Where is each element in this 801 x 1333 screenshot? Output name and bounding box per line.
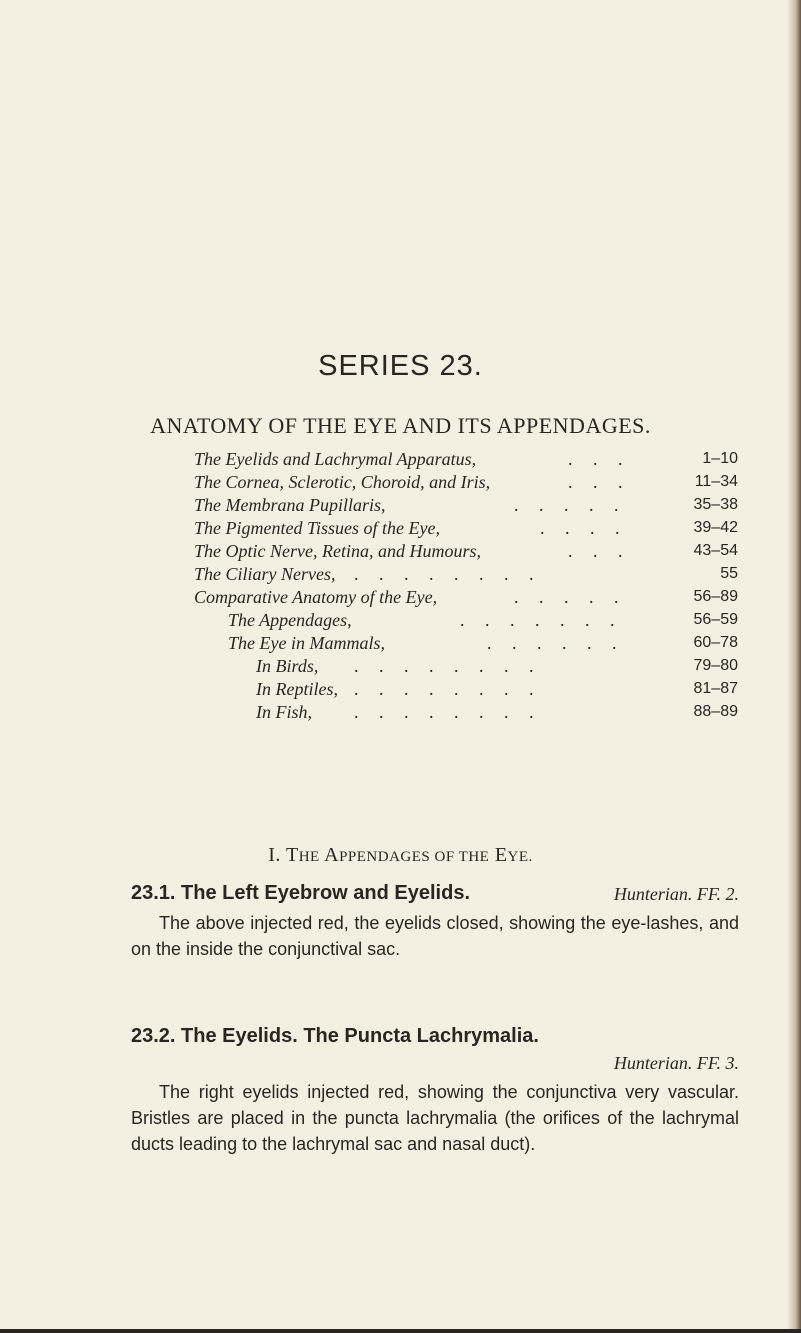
- entry-title: The Eyelids. The Puncta Lachrymalia.: [181, 1025, 539, 1047]
- toc-pages: 35–38: [693, 496, 738, 513]
- entry-source: Hunterian. FF. 3.: [613, 1053, 739, 1073]
- part-heading-letter: A: [324, 844, 340, 866]
- toc-label: In Fish,: [256, 702, 312, 722]
- entry-number: 23.2.: [131, 1025, 176, 1047]
- entry-title: The Left Eyebrow and Eyelids.: [181, 882, 471, 904]
- part-heading-letter: T: [286, 844, 299, 866]
- part-heading-letter: E: [494, 844, 508, 866]
- entry-description: The above injected red, the eyelids closed, showing the eye-lashes, and on the inside the conjunctival sac.: [131, 913, 739, 959]
- toc-dots: . . . . . . . .: [354, 679, 542, 699]
- toc-dots: . . .: [568, 472, 631, 492]
- toc-dots: . . . .: [540, 518, 628, 538]
- part-heading-smallcaps: HE: [298, 849, 320, 865]
- page-edge-shadow: [787, 0, 801, 1333]
- series-title: SERIES 23.: [318, 350, 483, 382]
- toc-label: The Optic Nerve, Retina, and Humours,: [194, 541, 481, 561]
- toc-label: In Reptiles,: [256, 679, 338, 699]
- toc-dots: . . . . .: [514, 495, 627, 515]
- toc-label: The Membrana Pupillaris,: [194, 495, 386, 515]
- toc-dots: . . . . . .: [487, 633, 625, 653]
- toc-label: The Eye in Mammals,: [228, 633, 385, 653]
- section-title: ANATOMY OF THE EYE AND ITS APPENDAGES.: [150, 413, 651, 438]
- entry-heading: [131, 1025, 539, 1048]
- toc-pages: 39–42: [693, 519, 738, 536]
- entry-heading: [131, 882, 470, 905]
- toc-label: The Cornea, Sclerotic, Choroid, and Iris,: [194, 472, 491, 492]
- toc-dots: . . . . . . . .: [354, 564, 542, 584]
- toc-dots: . . . . .: [514, 587, 627, 607]
- entry-description: The right eyelids injected red, showing the conjunctiva very vascular. Bristles are placed in the puncta lachrymalia (the orifices of the lachrymal ducts leading to the lachrymal sac and nasal duct).: [131, 1082, 739, 1154]
- part-numeral: I.: [268, 844, 281, 866]
- toc-label: In Birds,: [256, 656, 319, 676]
- toc-pages: 43–54: [693, 542, 738, 559]
- toc-pages: 79–80: [693, 657, 738, 674]
- part-heading-smallcaps: PPENDAGES OF THE: [339, 849, 490, 865]
- toc-label: Comparative Anatomy of the Eye,: [194, 587, 438, 607]
- toc-pages: 81–87: [693, 680, 738, 697]
- toc-dots: . . .: [568, 541, 631, 561]
- toc-label: The Pigmented Tissues of the Eye,: [194, 518, 440, 538]
- toc-pages: 55: [720, 565, 738, 582]
- toc-pages: 60–78: [693, 634, 738, 651]
- entry-body: [131, 1079, 739, 1157]
- toc-dots: . . . . . . . .: [354, 702, 542, 722]
- toc-pages: 11–34: [694, 473, 738, 490]
- toc-pages: 56–59: [693, 611, 738, 628]
- toc-pages: 88–89: [693, 703, 738, 720]
- toc-dots: . . .: [568, 449, 631, 469]
- toc-label: The Eyelids and Lachrymal Apparatus,: [194, 449, 477, 469]
- part-heading-smallcaps: YE.: [507, 849, 533, 865]
- entry-body: [131, 910, 739, 962]
- toc-dots: . . . . . . . .: [354, 656, 542, 676]
- entry-number: 23.1.: [131, 882, 176, 904]
- toc-row: [0, 699, 801, 725]
- part-heading: [0, 844, 801, 867]
- entry-source: Hunterian. FF. 2.: [613, 884, 739, 904]
- toc-label: The Appendages,: [228, 610, 352, 630]
- toc-label: The Ciliary Nerves,: [194, 564, 336, 584]
- toc-pages: 1–10: [702, 450, 738, 467]
- toc-pages: 56–89: [693, 588, 738, 605]
- toc-dots: . . . . . . .: [460, 610, 623, 630]
- bottom-rule: [0, 1329, 801, 1333]
